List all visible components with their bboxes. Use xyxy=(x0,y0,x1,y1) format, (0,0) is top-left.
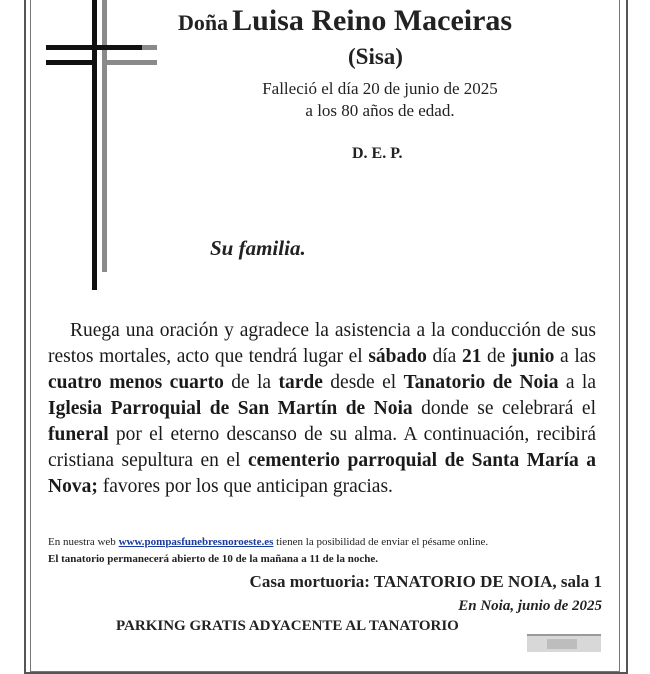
body-bold-day-number: 21 xyxy=(461,346,482,367)
body-bold-time: cuatro menos cuarto xyxy=(48,372,224,393)
body-text-2: día xyxy=(426,346,462,367)
web-note xyxy=(48,536,488,548)
website-link[interactable]: www.pompasfunebresnoroeste.es xyxy=(118,536,274,548)
body-text-9: por el eterno descanso de su alma. A continuación, recibirá cristiana sepultura en el xyxy=(48,424,596,471)
body-text-5: de la xyxy=(223,372,279,393)
body-text-4: a las xyxy=(554,346,596,367)
body-text-6: desde el xyxy=(322,372,404,393)
cross-icon xyxy=(0,0,200,300)
mortuary-location: Casa mortuoria: TANATORIO DE NOIA, sala 1 xyxy=(249,572,602,591)
dep-initials: D. E. P. xyxy=(352,145,403,162)
funeral-announcement xyxy=(48,318,596,500)
body-bold-origin: Tanatorio de Noia xyxy=(403,372,559,393)
death-age: a los 80 años de edad. xyxy=(305,101,455,120)
honorific: Doña xyxy=(178,10,229,35)
body-text-7: a la xyxy=(558,372,596,393)
deceased-title xyxy=(178,4,512,38)
web-note-suffix: tienen la posibilidad de enviar el pésame online. xyxy=(273,536,489,548)
death-details xyxy=(0,78,650,122)
body-text-10: favores por los que anticipan gracias. xyxy=(97,476,393,497)
opening-hours: El tanatorio permanecerá abierto de 10 de la mañana a 11 de la noche. xyxy=(48,553,378,565)
death-date: Falleció el día 20 de junio de 2025 xyxy=(262,79,498,98)
cross-horizontal-gray-bottom xyxy=(107,60,157,65)
body-bold-period: tarde xyxy=(278,372,323,393)
body-bold-cemetery: cementerio parroquial de Santa María a Nova; xyxy=(48,450,596,497)
body-text-1: Ruega una oración y agradece la asistencia a la conducción de sus restos mortales, acto que tendrá lugar el xyxy=(48,320,596,367)
company-logo-fragment xyxy=(527,634,601,652)
web-note-prefix: En nuestra web xyxy=(48,536,119,548)
body-text-3: de xyxy=(481,346,512,367)
deceased-name: Luisa Reino Maceiras xyxy=(232,4,513,37)
body-bold-funeral: funeral xyxy=(48,424,109,445)
body-bold-month: junio xyxy=(511,346,555,367)
cross-horizontal-black-top xyxy=(46,45,142,50)
cross-vertical-gray xyxy=(102,0,107,272)
place-and-date: En Noia, junio de 2025 xyxy=(458,598,602,614)
family-signature: Su familia. xyxy=(210,236,306,260)
cross-vertical-black xyxy=(92,0,97,290)
parking-note: PARKING GRATIS ADYACENTE AL TANATORIO xyxy=(116,618,459,634)
body-text-8: donde se celebrará el xyxy=(412,398,596,419)
body-bold-day-name: sábado xyxy=(368,346,427,367)
body-bold-church: Iglesia Parroquial de San Martín de Noia xyxy=(48,398,413,419)
cross-horizontal-black-bottom xyxy=(46,60,92,65)
deceased-nickname: (Sisa) xyxy=(348,44,403,69)
